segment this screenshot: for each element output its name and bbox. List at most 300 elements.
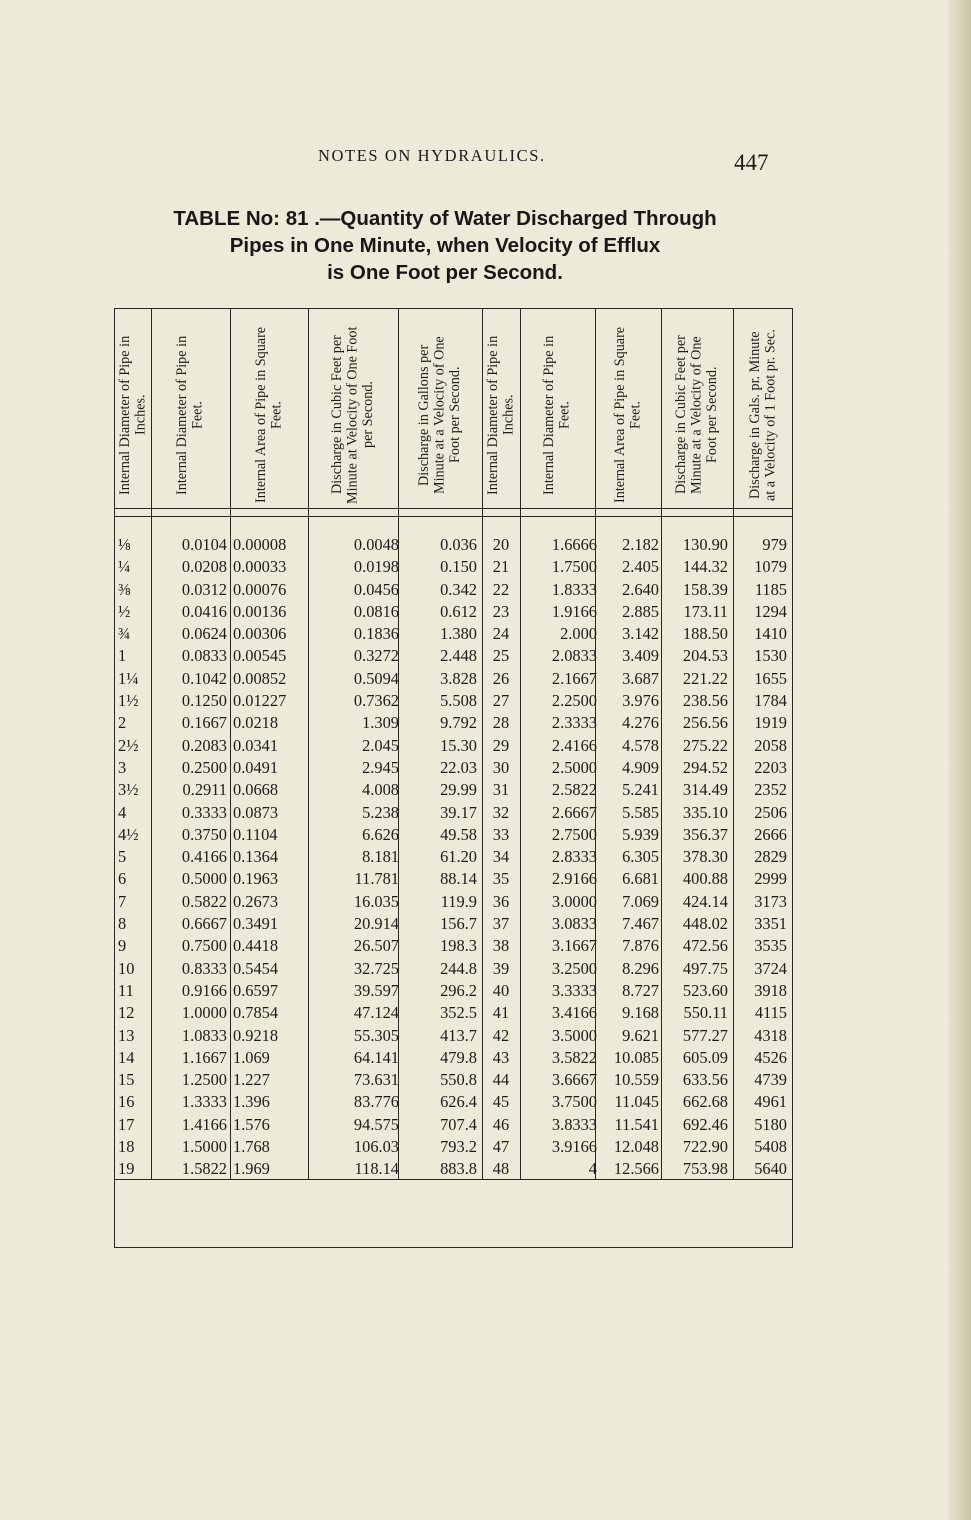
table-cell: 1919 <box>754 713 787 733</box>
table-cell: 1.5822 <box>181 1159 227 1179</box>
table-cell: 448.02 <box>682 914 728 934</box>
table-cell: 1185 <box>754 579 787 599</box>
table-title-line-2: Pipes in One Minute, when Velocity of Efflux <box>229 234 661 257</box>
table-cell: 472.56 <box>682 936 728 956</box>
column-header <box>595 325 661 505</box>
table-cell: 4115 <box>754 1003 787 1023</box>
table-cell: 523.60 <box>682 980 728 1000</box>
table-cell: ⅜ <box>118 579 131 599</box>
table-cell: 1 <box>118 646 127 666</box>
table-cell: 13 <box>118 1025 135 1045</box>
table-cell: 32 <box>492 802 510 822</box>
table-cell: 7 <box>118 891 127 911</box>
column-header <box>520 325 595 505</box>
table-cell: 979 <box>762 535 787 554</box>
table-cell: 1294 <box>754 601 787 621</box>
table-cell: 0.2083 <box>181 735 227 755</box>
table-cell: 4 <box>118 802 127 822</box>
table-cell: 5.508 <box>440 691 477 711</box>
table-cell: 0.9166 <box>181 980 227 1000</box>
table-cell: 3.5000 <box>551 1025 597 1045</box>
table-cell: 0.00545 <box>233 646 287 666</box>
table-cell: 2.8333 <box>551 847 597 867</box>
table-cell: 3.3333 <box>551 980 597 1000</box>
table-cell: 0.7854 <box>233 1003 279 1023</box>
table-cell: 0.6667 <box>181 914 227 934</box>
table-cell: 0.3272 <box>353 646 399 666</box>
table-cell: 1.0000 <box>181 1003 227 1023</box>
table-cell: 45 <box>492 1092 510 1112</box>
table-cell: 626.4 <box>440 1092 477 1112</box>
table-cell: 4.578 <box>622 735 659 755</box>
table-cell: 0.0668 <box>233 780 279 800</box>
table-cell: 0.1963 <box>233 869 279 889</box>
table-cell: 1.8333 <box>551 579 597 599</box>
table-cell: 42 <box>492 1025 510 1045</box>
table-cell: 1.396 <box>233 1092 270 1112</box>
table-cell: 5 <box>118 847 127 867</box>
table-cell: 29 <box>492 735 510 755</box>
table-cell: 0.5000 <box>181 869 227 889</box>
column-header-label: Discharge in Cubic Feet per Minute at Velocity of One Foot per Second. <box>328 326 376 504</box>
table-cell: 11.781 <box>354 869 399 889</box>
table-row <box>115 779 792 801</box>
column-header <box>661 325 733 505</box>
table-cell: 83.776 <box>353 1092 399 1112</box>
table-cell: 130.90 <box>682 535 728 554</box>
table-cell: 335.10 <box>682 802 728 822</box>
table-cell: 88.14 <box>440 869 477 889</box>
table-cell: 156.7 <box>440 914 477 934</box>
table-cell: 722.90 <box>682 1137 728 1157</box>
table-cell: 27 <box>492 691 510 711</box>
table-cell: 28 <box>492 713 510 733</box>
table-cell: ½ <box>118 601 131 621</box>
table-cell: 0.5094 <box>353 668 399 688</box>
table-cell: 2.885 <box>622 601 659 621</box>
table-cell: 1655 <box>754 668 787 688</box>
discharge-table <box>114 308 793 1248</box>
table-cell: 3.6667 <box>551 1070 597 1090</box>
table-row <box>115 824 792 846</box>
column-header-label: Discharge in Cubic Feet per Minute at a Velocity of One Foot per Second. <box>672 335 720 495</box>
table-cell: 0.0491 <box>233 757 279 777</box>
table-cell: 0.0312 <box>181 579 227 599</box>
table-cell: 1410 <box>754 624 787 644</box>
column-header <box>230 325 308 505</box>
table-cell: 0.342 <box>440 579 477 599</box>
table-cell: 15 <box>118 1070 135 1090</box>
table-cell: 47 <box>492 1137 510 1157</box>
table-cell: 3.409 <box>622 646 659 666</box>
table-cell: 577.27 <box>682 1025 728 1045</box>
table-row <box>115 846 792 868</box>
table-cell: 0.0208 <box>181 557 227 577</box>
table-cell: 2.945 <box>362 757 399 777</box>
table-cell: 1.227 <box>233 1070 270 1090</box>
table-cell: 41 <box>492 1003 510 1023</box>
table-cell: 0.150 <box>440 557 477 577</box>
table-cell: 0.00033 <box>233 557 287 577</box>
table-cell: 0.1250 <box>181 691 227 711</box>
table-cell: 1.969 <box>233 1159 270 1179</box>
table-cell: 1.4166 <box>181 1114 227 1134</box>
column-header-label: Internal Diameter of Pipe in Feet. <box>174 335 206 495</box>
table-cell: 7.069 <box>622 891 659 911</box>
table-row <box>115 712 792 734</box>
column-header <box>151 325 230 505</box>
table-cell: 48 <box>492 1159 510 1179</box>
table-cell: 16.035 <box>353 891 399 911</box>
table-cell: 2.4166 <box>551 735 597 755</box>
table-cell: 424.14 <box>682 891 728 911</box>
header-rule-2 <box>115 516 792 517</box>
table-cell: 0.0198 <box>353 557 399 577</box>
table-cell: 3 <box>118 757 127 777</box>
table-body <box>115 534 792 1181</box>
table-cell: 2506 <box>754 802 787 822</box>
table-cell: 1530 <box>754 646 787 666</box>
table-row <box>115 891 792 913</box>
table-cell: 2.5822 <box>551 780 597 800</box>
table-cell: 4739 <box>754 1070 787 1090</box>
table-cell: 43 <box>492 1047 510 1067</box>
table-cell: 2666 <box>754 824 787 844</box>
table-cell: 3351 <box>754 914 787 934</box>
table-cell: 33 <box>492 824 510 844</box>
column-header-label: Internal Diameter of Pipe in Inches. <box>484 335 516 495</box>
table-cell: 3.976 <box>622 691 659 711</box>
table-cell: 4961 <box>754 1092 787 1112</box>
table-cell: 9.621 <box>622 1025 659 1045</box>
table-cell: 4318 <box>754 1025 787 1045</box>
table-cell: 37 <box>492 914 510 934</box>
table-cell: 1.2500 <box>181 1070 227 1090</box>
table-cell: 198.3 <box>440 936 477 956</box>
table-cell: 46 <box>492 1114 510 1134</box>
table-cell: 692.46 <box>682 1114 728 1134</box>
table-cell: 0.7362 <box>353 691 399 711</box>
table-cell: 2999 <box>754 869 787 889</box>
table-cell: 12 <box>118 1003 135 1023</box>
table-cell: 2.640 <box>622 579 659 599</box>
table-cell: 1784 <box>754 691 787 711</box>
table-cell: 8.296 <box>622 958 659 978</box>
table-row <box>115 1114 792 1136</box>
column-header-label: Discharge in Gals. pr. Minute at a Velocity of 1 Foot pr. Sec. <box>747 329 779 501</box>
table-cell: 0.0624 <box>181 624 227 644</box>
table-cell: 31 <box>492 780 510 800</box>
table-cell: 20 <box>492 535 510 554</box>
table-cell: 8 <box>118 914 127 934</box>
table-cell: 0.00306 <box>233 624 287 644</box>
table-cell: 10.559 <box>613 1070 659 1090</box>
column-header <box>482 325 520 505</box>
table-cell: 0.612 <box>440 601 477 621</box>
table-cell: 8.727 <box>622 980 659 1000</box>
table-cell: 296.2 <box>440 980 477 1000</box>
table-cell: 4 <box>588 1159 597 1179</box>
table-cell: 7.467 <box>622 914 659 934</box>
table-cell: 0.3491 <box>233 914 279 934</box>
table-cell: 314.49 <box>682 780 728 800</box>
table-row <box>115 1136 792 1158</box>
table-cell: 605.09 <box>682 1047 728 1067</box>
table-row <box>115 623 792 645</box>
table-cell: 21 <box>492 557 510 577</box>
table-cell: 1.3333 <box>181 1092 227 1112</box>
table-cell: 0.1836 <box>353 624 399 644</box>
table-row <box>115 601 792 623</box>
column-header-label: Internal Diameter of Pipe in Feet. <box>541 335 573 495</box>
table-cell: 356.37 <box>682 824 728 844</box>
table-cell: 1.6666 <box>551 535 597 554</box>
header-rule-1 <box>115 508 792 509</box>
table-cell: 0.1042 <box>181 668 227 688</box>
table-cell: 20.914 <box>353 914 399 934</box>
table-cell: 30 <box>492 757 510 777</box>
table-cell: 0.0833 <box>181 646 227 666</box>
table-cell: 0.00008 <box>233 535 287 554</box>
table-cell: ⅛ <box>118 535 131 554</box>
table-cell: 0.4166 <box>181 847 227 867</box>
table-cell: 2.0833 <box>551 646 597 666</box>
table-cell: 0.5454 <box>233 958 279 978</box>
column-header-label: Internal Area of Pipe in Square Feet. <box>611 326 643 504</box>
table-cell: 118.14 <box>354 1159 399 1179</box>
table-cell: 0.0218 <box>233 713 279 733</box>
table-row <box>115 1025 792 1047</box>
table-cell: 0.01227 <box>233 691 287 711</box>
table-cell: 400.88 <box>682 869 728 889</box>
table-cell: 12.048 <box>613 1137 659 1157</box>
table-cell: 17 <box>118 1114 135 1134</box>
table-cell: 14 <box>118 1047 135 1067</box>
table-cell: 22 <box>492 579 510 599</box>
table-cell: 2.448 <box>440 646 477 666</box>
table-cell: 1¼ <box>118 668 139 688</box>
table-row <box>115 1091 792 1113</box>
table-cell: 2.045 <box>362 735 399 755</box>
table-cell: 35 <box>492 869 510 889</box>
table-cell: 11.541 <box>614 1114 659 1134</box>
table-cell: 5408 <box>754 1137 787 1157</box>
table-cell: 7.876 <box>622 936 659 956</box>
table-cell: 10.085 <box>613 1047 659 1067</box>
table-cell: 497.75 <box>682 958 728 978</box>
table-cell: 16 <box>118 1092 135 1112</box>
table-cell: 3.9166 <box>551 1137 597 1157</box>
table-cell: 1.768 <box>233 1137 270 1157</box>
table-cell: 413.7 <box>440 1025 477 1045</box>
table-row <box>115 1002 792 1024</box>
table-cell: 550.11 <box>683 1003 728 1023</box>
table-cell: 2.3333 <box>551 713 597 733</box>
table-cell: 2352 <box>754 780 787 800</box>
table-row <box>115 1047 792 1069</box>
table-cell: 256.56 <box>682 713 728 733</box>
table-cell: 19 <box>118 1159 135 1179</box>
table-cell: 1½ <box>118 691 139 711</box>
table-cell: 9 <box>118 936 127 956</box>
table-cell: 0.9218 <box>233 1025 279 1045</box>
table-cell: 0.0873 <box>233 802 279 822</box>
table-cell: 0.0048 <box>353 535 399 554</box>
table-row <box>115 958 792 980</box>
table-cell: ¼ <box>118 557 131 577</box>
table-cell: 1.0833 <box>181 1025 227 1045</box>
table-cell: 3½ <box>118 780 139 800</box>
table-cell: 22.03 <box>440 757 477 777</box>
table-cell: 49.58 <box>440 824 477 844</box>
table-cell: 26 <box>492 668 510 688</box>
table-row <box>115 802 792 824</box>
table-cell: 238.56 <box>682 691 728 711</box>
table-cell: 0.7500 <box>181 936 227 956</box>
table-cell: 5640 <box>754 1159 787 1179</box>
table-cell: 352.5 <box>440 1003 477 1023</box>
table-cell: 1.5000 <box>181 1137 227 1157</box>
table-cell: 1.309 <box>362 713 399 733</box>
table-row <box>115 556 792 578</box>
table-cell: 1079 <box>754 557 787 577</box>
table-cell: 3.1667 <box>551 936 597 956</box>
column-header <box>115 325 151 505</box>
table-cell: 9.168 <box>622 1003 659 1023</box>
table-cell: 34 <box>492 847 510 867</box>
table-cell: 0.2911 <box>182 780 227 800</box>
table-row <box>115 1069 792 1091</box>
table-cell: 0.2673 <box>233 891 279 911</box>
table-cell: 12.566 <box>613 1159 659 1179</box>
table-cell: 2.7500 <box>551 824 597 844</box>
table-cell: 2.5000 <box>551 757 597 777</box>
table-cell: 2203 <box>754 757 787 777</box>
table-cell: 11.045 <box>614 1092 659 1112</box>
table-cell: 47.124 <box>353 1003 399 1023</box>
column-header-label: Internal Diameter of Pipe in Inches. <box>116 335 148 495</box>
table-cell: 39.597 <box>353 980 399 1000</box>
table-cell: 25 <box>492 646 510 666</box>
page-number: 447 <box>734 150 769 175</box>
table-cell: 15.30 <box>440 735 477 755</box>
table-cell: 2.1667 <box>551 668 597 688</box>
table-cell: 39.17 <box>440 802 477 822</box>
table-cell: 26.507 <box>353 936 399 956</box>
column-header-label: Internal Area of Pipe in Square Feet. <box>252 326 284 504</box>
table-row <box>115 645 792 667</box>
column-header <box>308 325 398 505</box>
table-cell: 2.000 <box>560 624 597 644</box>
table-cell: 4526 <box>754 1047 787 1067</box>
table-cell: 0.0341 <box>233 735 279 755</box>
table-cell: 24 <box>492 624 510 644</box>
table-cell: 883.8 <box>440 1159 477 1179</box>
table-cell: 3724 <box>754 958 787 978</box>
table-cell: 1.9166 <box>551 601 597 621</box>
table-cell: 2.9166 <box>551 869 597 889</box>
table-cell: 3.7500 <box>551 1092 597 1112</box>
table-cell: 0.0416 <box>181 601 227 621</box>
table-title-line-1: TABLE No: 81 .—Quantity of Water Discharged Through <box>173 207 717 230</box>
table-cell: 3.5822 <box>551 1047 597 1067</box>
table-cell: 0.3333 <box>181 802 227 822</box>
table-cell: 0.8333 <box>181 958 227 978</box>
table-row <box>115 980 792 1002</box>
table-cell: 6.305 <box>622 847 659 867</box>
table-cell: 0.00076 <box>233 579 287 599</box>
table-cell: 2058 <box>754 735 787 755</box>
table-cell: 173.11 <box>683 601 728 621</box>
table-cell: 3.828 <box>440 668 477 688</box>
table-cell: 119.9 <box>440 891 477 911</box>
table-cell: 11 <box>118 980 134 1000</box>
table-cell: 2½ <box>118 735 139 755</box>
column-header <box>398 325 482 505</box>
table-cell: 2.6667 <box>551 802 597 822</box>
table-cell: 3.142 <box>622 624 659 644</box>
table-cell: 3.8333 <box>551 1114 597 1134</box>
table-cell: 4.909 <box>622 757 659 777</box>
table-cell: 0.0456 <box>353 579 399 599</box>
table-cell: 23 <box>492 601 510 621</box>
table-row <box>115 668 792 690</box>
table-cell: 10 <box>118 958 135 978</box>
table-cell: 9.792 <box>440 713 477 733</box>
table-cell: 3918 <box>754 980 787 1000</box>
table-cell: ¾ <box>118 624 131 644</box>
table-cell: 64.141 <box>353 1047 399 1067</box>
table-cell: 753.98 <box>682 1159 728 1179</box>
table-row <box>115 868 792 890</box>
table-cell: 2.405 <box>622 557 659 577</box>
table-cell: 662.68 <box>682 1092 728 1112</box>
table-cell: 793.2 <box>440 1137 477 1157</box>
table-cell: 3.4166 <box>551 1003 597 1023</box>
table-cell: 4.276 <box>622 713 659 733</box>
table-cell: 2.182 <box>622 535 659 554</box>
column-header <box>733 325 794 505</box>
table-cell: 0.6597 <box>233 980 279 1000</box>
table-cell: 1.576 <box>233 1114 270 1134</box>
table-cell: 144.32 <box>682 557 728 577</box>
table-cell: 3173 <box>754 891 787 911</box>
table-cell: 294.52 <box>682 757 728 777</box>
table-cell: 5180 <box>754 1114 787 1134</box>
table-cell: 106.03 <box>353 1137 399 1157</box>
table-cell: 1.380 <box>440 624 477 644</box>
table-row <box>115 935 792 957</box>
table-cell: 39 <box>492 958 510 978</box>
table-row <box>115 579 792 601</box>
table-cell: 0.00136 <box>233 601 287 621</box>
table-cell: 188.50 <box>682 624 728 644</box>
table-cell: 550.8 <box>440 1070 477 1090</box>
table-cell: 29.99 <box>440 780 477 800</box>
table-cell: 38 <box>492 936 510 956</box>
table-cell: 2 <box>118 713 127 733</box>
table-cell: 3.687 <box>622 668 659 688</box>
table-cell: 0.0816 <box>353 601 399 621</box>
table-cell: 6.626 <box>362 824 399 844</box>
table-cell: 6 <box>118 869 127 889</box>
table-cell: 2.2500 <box>551 691 597 711</box>
table-cell: 5.939 <box>622 824 659 844</box>
table-title <box>0 205 890 286</box>
table-cell: 275.22 <box>682 735 728 755</box>
table-cell: 4½ <box>118 824 139 844</box>
table-cell: 0.1364 <box>233 847 279 867</box>
